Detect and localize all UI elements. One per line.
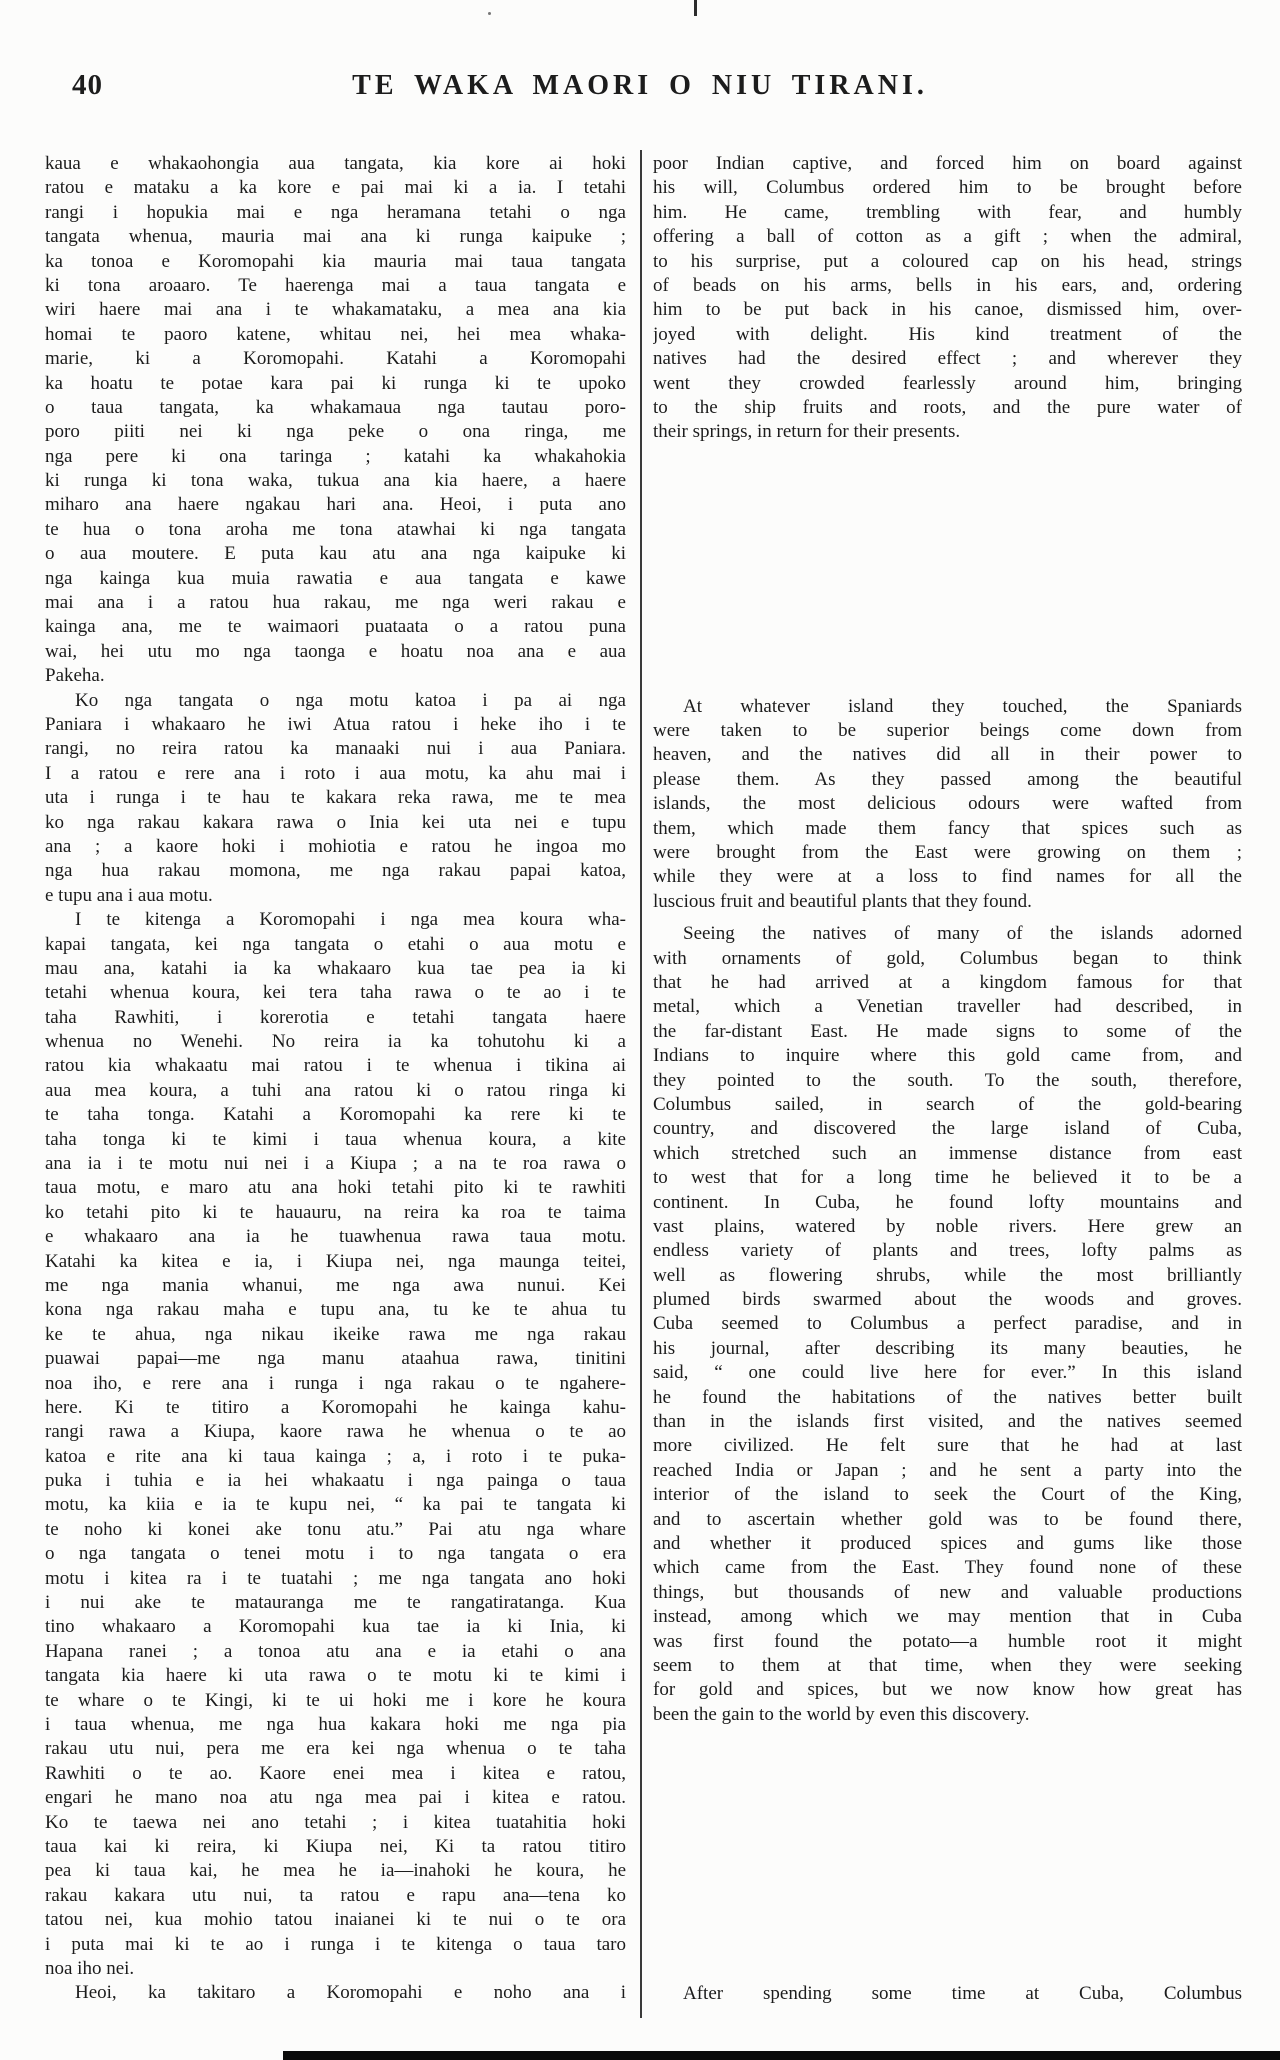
text-line: more civilized. He felt sure that he had at last (653, 1435, 1242, 1457)
text-line: rangi rawa a Kiupa, kaore rawa he whenua o te ao (45, 1421, 626, 1443)
text-line: kainga ana, me te waimaori puataata o a ratou puna (45, 616, 626, 638)
text-line: ki tona aroaaro. Te haerenga mai a taua tangata e (45, 274, 626, 296)
text-line: pea ki taua kai, he mea he ia—inahoki he koura, he (45, 1860, 626, 1882)
paragraph (653, 1982, 1242, 2006)
text-line: which stretched such an immense distance from east (653, 1142, 1242, 1164)
text-line: ke te ahua, nga nikau ikeike rawa me nga rakau (45, 1323, 626, 1345)
text-line: o taua tangata, ka whakamaua nga tautau poro- (45, 396, 626, 418)
text-line: motu i kitea ra i te tuatahi ; me nga tangata ano hoki (45, 1567, 626, 1589)
text-line: i nui ake te matauranga me te rangatiratanga. Kua (45, 1592, 626, 1614)
text-line: Heoi, ka takitaro a Koromopahi e noho ana i (75, 1982, 626, 2004)
text-line: nga kainga kua muia rawatia e aua tangata e kawe (45, 567, 626, 589)
text-line: Seeing the natives of many of the islands adorned (683, 923, 1242, 945)
text-line: while they were at a loss to find names for all the (653, 866, 1242, 888)
text-line: interior of the island to seek the Court of the King, (653, 1484, 1242, 1506)
text-line: to his surprise, put a coloured cap on his head, strings (653, 250, 1242, 272)
text-line: to the ship fruits and roots, and the pure water of (653, 396, 1242, 418)
text-line: aua mea koura, a tuhi ana ratou ki o ratou ringa ki (45, 1079, 626, 1101)
text-line: nga pere ki ona taringa ; katahi ka whakahokia (45, 445, 626, 467)
text-line: islands, the most delicious odours were wafted from (653, 793, 1242, 815)
text-line: o nga tangata o tenei motu i to nga tangata o era (45, 1543, 626, 1565)
text-line: of beads on his arms, bells in his ears, and, ordering (653, 274, 1242, 296)
paragraph (45, 1981, 626, 2005)
text-line: katoa e rite ana ki taua kainga ; a, i roto i te puka- (45, 1445, 626, 1467)
text-line: taha Rawhiti, i korerotia e tetahi tangata haere (45, 1006, 626, 1028)
text-line: mai ana i a ratou hua rakau, me nga weri rakau e (45, 592, 626, 614)
text-line: rakau utu nui, pera me era kei nga whenua o te taha (45, 1738, 626, 1760)
text-line: whenua no Wenehi. No reira ia ka tohutohu ki a (45, 1031, 626, 1053)
text-line: marie, ki a Koromopahi. Katahi a Koromopahi (45, 348, 626, 370)
text-line: kapai tangata, kei nga tangata o etahi o aua motu e (45, 933, 626, 955)
text-line: ana ia i te motu nui nei i a Kiupa ; a na te roa rawa o (45, 1153, 626, 1175)
text-line: that he had arrived at a kingdom famous for that (653, 971, 1242, 993)
text-line: wai, hei utu mo nga taonga e hoatu noa ana e aua (45, 640, 626, 662)
text-line: continent. In Cuba, he found lofty mountains and (653, 1191, 1242, 1213)
text-line: o aua moutere. E puta kau atu ana nga kaipuke ki (45, 543, 626, 565)
text-line: I a ratou e rere ana i roto i aua motu, ka ahu mai i (45, 762, 626, 784)
column-divider-rule (640, 150, 642, 2018)
text-line: was first found the potato—a humble root it might (653, 1630, 1242, 1652)
text-line: natives had the desired effect ; and wherever they (653, 348, 1242, 370)
text-line: please them. As they passed among the beautiful (653, 768, 1242, 790)
paragraph (45, 152, 626, 689)
text-line: ratou e mataku a ka kore e pai mai ki a ia. I tetahi (45, 177, 626, 199)
text-line: seem to them at that time, when they were seeking (653, 1654, 1242, 1676)
text-line: well as flowering shrubs, while the most brilliantly (653, 1264, 1242, 1286)
text-line: and whether it produced spices and gums like those (653, 1532, 1242, 1554)
text-line: i puta mai ki te ao i runga i te kitenga o taua taro (45, 1933, 626, 1955)
text-line: the far-distant East. He made signs to some of the (653, 1020, 1242, 1042)
text-line: been the gain to the world by even this discovery. (653, 1703, 1030, 1725)
text-line: taha tonga ki te kimi i taua whenua koura, a kite (45, 1128, 626, 1150)
text-line: tino whakaaro a Koromopahi kua tae ia ki Inia, ki (45, 1616, 626, 1638)
scan-artifact-mark (694, 0, 697, 16)
text-line: ka tonoa e Koromopahi kia mauria mai taua tangata (45, 250, 626, 272)
text-line: ki runga ki tona waka, tukua ana kia haere, a haere (45, 470, 626, 492)
text-line: were taken to be superior beings come down from (653, 720, 1242, 742)
text-line: motu, ka kiia e ia te kupu nei, “ ka pai te tangata ki (45, 1494, 626, 1516)
text-line: here. Ki te titiro a Koromopahi he kainga kahu- (45, 1396, 626, 1418)
text-line: to west that for a long time he believed it to be a (653, 1167, 1242, 1189)
text-line: his will, Columbus ordered him to be brought before (653, 177, 1242, 199)
text-line: kona nga rakau maha e tupu ana, tu ke te ahua tu (45, 1299, 626, 1321)
left-column-maori-text (45, 152, 626, 2006)
text-line: mau ana, katahi ia ka whakaaro kua tae pea ia ki (45, 957, 626, 979)
text-line: wiri haere mai ana i te whakamataku, a mea ana kia (45, 299, 626, 321)
text-line: te hua o tona aroha me tona atawhai ki nga tangata (45, 518, 626, 540)
text-line: reached India or Japan ; and he sent a party into the (653, 1459, 1242, 1481)
text-line: plumed birds swarmed about the woods and groves. (653, 1289, 1242, 1311)
text-line: him. He came, trembling with fear, and humbly (653, 201, 1242, 223)
text-line: they pointed to the south. To the south, therefore, (653, 1069, 1242, 1091)
text-line: ratou kia whakaatu mai ratou i te whenua i tikina ai (45, 1055, 626, 1077)
right-column-english-text (653, 152, 1242, 2006)
text-line: I te kitenga a Koromopahi i nga mea koura wha- (75, 909, 626, 931)
text-line: for gold and spices, but we now know how great has (653, 1679, 1242, 1701)
text-line: tangata whenua, mauria mai ana ki runga kaipuke ; (45, 226, 626, 248)
text-line: rakau kakara utu nui, ta ratou e rapu ana—tena ko (45, 1884, 626, 1906)
text-line: nga hua rakau momona, me nga rakau papai katoa, (45, 860, 626, 882)
paragraph (653, 152, 1242, 445)
text-line: After spending some time at Cuba, Columbus (683, 1983, 1242, 2005)
text-line: were brought from the East were growing on them ; (653, 842, 1242, 864)
text-line: Katahi ka kitea e ia, i Kiupa nei, nga maunga teitei, (45, 1250, 626, 1272)
text-line: heaven, and the natives did all in their power to (653, 744, 1242, 766)
text-line: than in the islands first visited, and the natives seemed (653, 1411, 1242, 1433)
text-line: i taua whenua, me nga hua kakara hoki me nga pia (45, 1714, 626, 1735)
text-line: rangi i hopukia mai e nga heramana tetahi o nga (45, 201, 626, 223)
text-line: miharo ana haere ngakau hari ana. Heoi, i puta ano (45, 494, 626, 516)
text-line: te noho ki konei ake tonu atu.” Pai atu nga whare (45, 1518, 626, 1540)
text-line: tetahi whenua koura, kei tera taha rawa o te ao i te (45, 982, 626, 1004)
page-title: TE WAKA MAORI O NIU TIRANI. (352, 70, 928, 101)
text-line: said, “ one could live here for ever.” In this island (653, 1362, 1242, 1384)
text-line: Pakeha. (45, 665, 105, 687)
text-line: taua kai ki reira, ki Kiupa nei, Ki ta ratou titiro (45, 1835, 626, 1857)
text-line: ko nga rakau kakara rawa o Inia kei uta nei e tupu (45, 811, 626, 833)
text-line: them, which made them fancy that spices such as (653, 817, 1242, 839)
text-line: Cuba seemed to Columbus a perfect paradise, and in (653, 1313, 1242, 1335)
text-line: Indians to inquire where this gold came from, and (653, 1045, 1242, 1067)
text-line: homai te paoro katene, whitau nei, hei mea whaka- (45, 323, 626, 345)
text-line: vast plains, watered by noble rivers. Here grew an (653, 1215, 1242, 1237)
text-line: metal, which a Venetian traveller had described, in (653, 996, 1242, 1018)
text-line: Ko nga tangata o nga motu katoa i pa ai nga (75, 689, 626, 711)
text-line: offering a ball of cotton as a gift ; when the admiral, (653, 226, 1242, 248)
text-line: noa iho nei. (45, 1957, 135, 1979)
text-line: Ko te taewa nei ano tetahi ; i kitea tuatahitia hoki (45, 1811, 626, 1833)
text-line: his journal, after describing its many beauties, he (653, 1337, 1242, 1359)
text-line: Paniara i whakaaro he iwi Atua ratou i heke iho i te (45, 713, 626, 735)
text-line: country, and discovered the large island of Cuba, (653, 1118, 1242, 1140)
paragraph (653, 922, 1242, 1727)
text-line: puawai papai—me nga manu ataahua rawa, tinitini (45, 1348, 626, 1370)
text-line: rangi, no reira ratou ka manaaki nui i aua Paniara. (45, 738, 626, 760)
text-line: ka hoatu te potae kara pai ki runga ki te upoko (45, 372, 626, 394)
text-line: puka i tuhia e ia hei whakaatu i nga painga o taua (45, 1470, 626, 1492)
text-line: he found the habitations of the natives better built (653, 1386, 1242, 1408)
text-line: joyed with delight. His kind treatment of the (653, 323, 1242, 345)
text-line: went they crowded fearlessly around him, bringing (653, 372, 1242, 394)
text-line: tatou nei, kua mohio tatou inaianei ki te nui o te ora (45, 1909, 626, 1931)
text-line: with ornaments of gold, Columbus began to think (653, 947, 1242, 969)
text-line: Columbus sailed, in search of the gold-bearing (653, 1093, 1242, 1115)
scan-artifact-dot (488, 12, 491, 15)
text-line: te taha tonga. Katahi a Koromopahi ka rere ki te (45, 1104, 626, 1126)
text-line: me nga mania whanui, me nga awa nunui. Kei (45, 1274, 626, 1296)
text-line: taua motu, e maro atu ana hoki tetahi pito ki te rawhiti (45, 1177, 626, 1199)
text-line: ana ; a kaore hoki i mohiotia e ratou he ingoa mo (45, 835, 626, 857)
text-line: poro piiti nei ki nga peke o ona ringa, me (45, 421, 626, 443)
text-line: e tupu ana i aua motu. (45, 884, 213, 906)
paragraph (653, 695, 1242, 915)
text-line: things, but thousands of new and valuable productions (653, 1581, 1242, 1603)
text-line: tangata kia haere ki uta rawa o te motu ki te kimi i (45, 1665, 626, 1687)
text-line: te whare o te Kingi, ki te ui hoki me i kore he koura (45, 1689, 626, 1711)
text-line: engari he mano noa atu nga mea pai i kitea e ratou. (45, 1787, 626, 1809)
text-line: Rawhiti o te ao. Kaore enei mea i kitea e ratou, (45, 1762, 626, 1784)
text-line: instead, among which we may mention that in Cuba (653, 1606, 1242, 1628)
paragraph (45, 689, 626, 909)
text-line: which came from the East. They found none of these (653, 1557, 1242, 1579)
text-line: ko tetahi pito ki te hauauru, na reira ka roa te taima (45, 1201, 626, 1223)
page-number: 40 (72, 69, 103, 101)
paragraph (45, 908, 626, 1981)
text-line: their springs, in return for their presents. (653, 421, 961, 443)
text-line: noa iho, e rere ana i runga i nga rakau o te ngahere- (45, 1372, 626, 1394)
text-line: kaua e whakaohongia aua tangata, kia kore ai hoki (45, 153, 626, 174)
scan-edge-bar (283, 2051, 1280, 2060)
text-line: e whakaaro ana ia he tuawhenua rawa taua motu. (45, 1226, 626, 1248)
text-line: endless variety of plants and trees, lofty palms as (653, 1240, 1242, 1262)
text-line: uta i runga i te hau te kakara reka rawa, me te mea (45, 787, 626, 809)
text-line: and to ascertain whether gold was to be found there, (653, 1508, 1242, 1530)
text-line: luscious fruit and beautiful plants that they found. (653, 890, 1032, 912)
text-line: At whatever island they touched, the Spaniards (683, 695, 1242, 717)
text-line: Hapana ranei ; a tonoa atu ana e ia etahi o ana (45, 1640, 626, 1662)
text-line: him to be put back in his canoe, dismissed him, over- (653, 299, 1242, 321)
text-line: poor Indian captive, and forced him on board against (653, 153, 1242, 174)
